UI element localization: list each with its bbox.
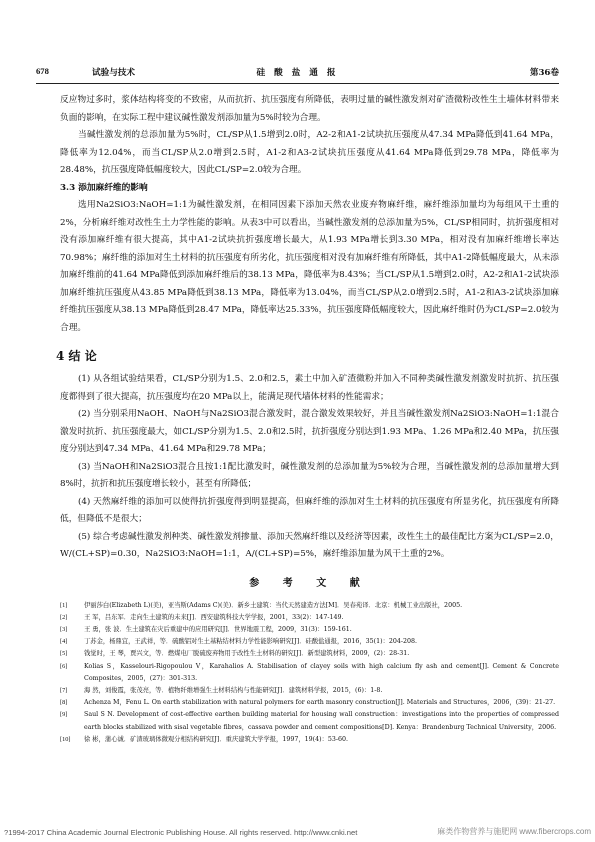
reference-item <box>60 648 559 660</box>
subsection-heading: 3.3 添加麻纤维的影响 <box>60 182 148 193</box>
reference-text: 海 然，刘俊霞，张茂亮，等．植物纤维增强生土材料结构与性能研究[J]．建筑材料学报，2015，(6)：1-8. <box>84 686 383 694</box>
running-header <box>36 66 559 80</box>
reference-item <box>60 709 559 733</box>
reference-number: [6] <box>60 662 68 670</box>
paragraph: 当碱性激发剂的总添加量为5%时，CL/SP从1.5增到2.0时，A2-2和A1-2试块抗压强度从47.34 MPa降低到41.64 MPa，降低率为12.04%，而当CL/SP从2.0增到2.5时，A1-2和A3-2试块抗压强度从41.64 MPa降低到29.78 MPa，降低率为28.48%，抗压强度降低幅度较大，因此CL/SP=2.0较为合理。 <box>60 130 559 175</box>
reference-number: [9] <box>60 711 68 719</box>
reference-text: 钱觉时，王 琴，贾兴文，等．燃煤电厂脱硫废弃物用于改性生土材料的研究[J]．新型建筑材料，2009，(2)：28-31. <box>84 650 410 658</box>
conclusion-item: (5) 综合考虑碱性激发剂种类、碱性激发剂掺量、添加天然麻纤维以及经济等因素，改性生土的最佳配比方案为CL/SP=2.0，W/(CL+SP)=0.30，Na2SiO3:NaOH=1:1，A/(CL+SP)=5%，麻纤维添加量为风干土重的2%。 <box>60 531 559 559</box>
reference-item <box>60 624 559 636</box>
reference-number: [8] <box>60 699 68 707</box>
volume-label: 第36卷 <box>529 68 559 78</box>
page-number: 678 <box>36 66 49 76</box>
section-heading: 4 结 论 <box>56 349 97 363</box>
reference-item <box>60 661 559 685</box>
reference-number: [1] <box>60 601 68 609</box>
reference-item <box>60 697 559 709</box>
reference-text: Saul S N. Development of cost-effective earthen building material for housing wall construction：investigations into the properties of compressed earth blocks stabilized with sisal vegetable fibres，cassava powder and cement compositions[D]. Kenya：Brandenburg Technical University，2006. <box>84 711 559 731</box>
reference-text: 王 勇，张 波．生土建筑在灾后重建中的应用研究[J]．世界地震工程，2009，31(3)：159-161. <box>84 625 352 633</box>
reference-text: Achenza M，Fenu L. On earth stabilization with natural polymers for earth masonry construction[J]. Materials and Structures，2006，(39)：21-27. <box>84 699 556 707</box>
reference-item <box>60 636 559 648</box>
page-footer <box>0 826 595 842</box>
reference-text: 伊丽莎白(Elizabeth L)(美)，亚当斯(Adams C)(美)．新乡土建筑：当代天然建造方法[M]．吴春苑译．北京：机械工业出版社，2005. <box>84 601 463 609</box>
conclusion-item: (4) 天然麻纤维的添加可以使得抗折强度得到明显提高，但麻纤维的添加对生土材料的抗压强度有所显劣化，抗压强度有所降低，但降低不是很大； <box>60 496 559 524</box>
reference-number: [2] <box>60 613 68 621</box>
copyright-notice: ?1994-2017 China Academic Journal Electronic Publishing House. All rights reserved. http://www.cnki.net <box>4 828 358 837</box>
paragraph: 反应物过多时，浆体结构将变的不致密，从而抗折、抗压强度有所降低，表明过量的碱性激发剂对矿渣微粉改性生土墙体材料带来负面的影响，在实际工程中建议碱性激发剂添加量为5%时较为合理。 <box>60 95 559 123</box>
conclusion-item: (3) 当NaOH和Na2SiO3混合且按1:1配比激发时，碱性激发剂的总添加量为5%较为合理，当碱性激发剂的总添加量增大到8%时，抗折和抗压强度增长较小，甚至有所降低； <box>60 461 559 489</box>
conclusion-item: (1) 从各组试验结果看，CL/SP分别为1.5、2.0和2.5，素土中加入矿渣微粉并加入不同种类碱性激发剂激发时抗折、抗压强度都得到了很大提高，抗压强度均在20 MPa以上，能满足现代墙体材料的性能需求； <box>60 374 559 402</box>
reference-item <box>60 685 559 697</box>
reference-text: 王 军，吕东军．走向生土建筑的未来[J]．西安建筑科技大学学报，2001，33(2)：147-149. <box>84 613 344 621</box>
reference-number: [4] <box>60 638 68 646</box>
reference-item <box>60 612 559 624</box>
reference-item <box>60 600 559 612</box>
reference-number: [10] <box>60 735 71 743</box>
reference-text: Kolias S，Kasselouri-Rigopoulou V，Karahalios A. Stabilisation of clayey soils with high calcium fly ash and cement[J]. Cement & Concrete Composites，2005，(27)：301-313. <box>84 662 559 682</box>
reference-number: [7] <box>60 686 68 694</box>
reference-text: 丁苏金，杨鼎宜，王武祥，等．硫酸铝对生土基粘结材料力学性能影响研究[J]．硅酸盐通报，2016，35(1)：204-208. <box>84 638 418 646</box>
site-watermark: 麻类作物营养与施肥网 www.fibercrops.com <box>437 827 591 836</box>
references-heading: 参 考 文 献 <box>249 577 370 589</box>
section-label: 试验与技术 <box>92 68 135 78</box>
reference-number: [5] <box>60 650 68 658</box>
header-rule <box>36 83 559 84</box>
reference-number: [3] <box>60 625 68 633</box>
journal-title: 硅 酸 盐 通 报 <box>256 68 339 78</box>
reference-list <box>60 600 559 746</box>
paragraph: 选用Na2SiO3:NaOH=1:1为碱性激发剂，在相同因素下添加天然农业废弃物麻纤维，麻纤维添加量均为每组风干土重的2%，分析麻纤维对改性生土力学性能的影响。从表3中可以看出，当碱性激发剂的总添加量为5%，CL/SP相同时，抗折强度相对没有添加麻纤维有很大提高，其中A1-2试块抗折强度增长最大，从1.93 MPa增长到3.30 MPa，相对没有加麻纤维增长率达70.98%；麻纤维的添加对生土材料的抗压强度有所劣化，抗压强度相对没有加麻纤维有所降低，其中A1-2降低幅度最大，从未添加麻纤维前的41.64 MPa降低到添加麻纤维后的38.13 MPa，降低率为8.43%；当CL/SP从1.5增到2.0时，A2-2和A1-2试块添加麻纤维抗压强度从43.85 MPa降低到38.13 MPa，降低率为13.04%，而当CL/SP从2.0增到2.5时，A1-2和A3-2试块添加麻纤维抗压强度从38.13 MPa降低到28.47 MPa，降低率达25.33%，抗压强度降低幅度较大，因此麻纤维时仍为CL/SP=2.0较为合理。 <box>60 200 559 333</box>
article-body <box>56 92 559 746</box>
reference-text: 徐 彬，蒲心诚．矿渣玻璃体微观分相结构研究[J]．重庆建筑大学学报，1997，19(4)：53-60. <box>84 735 349 743</box>
reference-item <box>60 734 559 746</box>
conclusion-item: (2) 当分别采用NaOH、NaOH与Na2SiO3混合激发时，混合激发效果较好，并且当碱性激发剂Na2SiO3:NaOH=1:1混合激发时抗折、抗压强度最大，如CL/SP分别为1.5、2.0和2.5时，抗折强度分别达到1.93 MPa、1.26 MPa和2.40 MPa，抗压强度分别达到47.34 MPa、41.64 MPa和29.78 MPa； <box>60 409 559 454</box>
